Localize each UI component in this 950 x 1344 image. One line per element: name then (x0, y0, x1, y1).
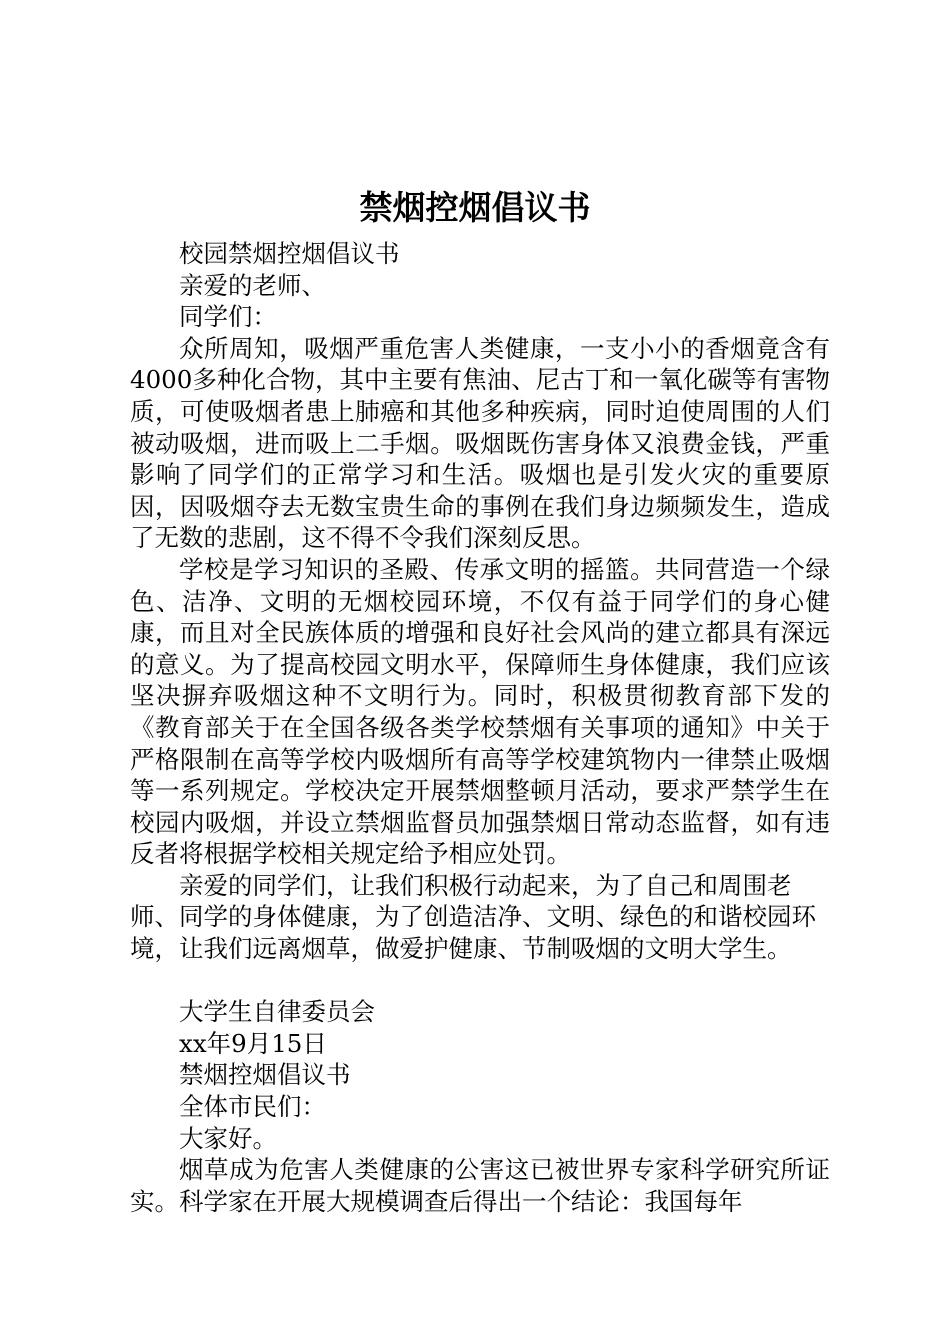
paragraph-2: 学校是学习知识的圣殿、传承文明的摇篮。共同营造一个绿色、洁净、文明的无烟校园环境，不仅有益于同学们的身心健康，而且对全民族体质的增强和良好社会风尚的建立都具有深远的意义。为了提高校园文明水平，保障师生身体健康，我们应该坚决摒弃吸烟这种不文明行为。同时，积极贯彻教育部下发的《教育部关于在全国各级各类学校禁烟有关事项的通知》中关于严格限制在高等学校内吸烟所有高等学校建筑物内一律禁止吸烟等一系列规定。学校决定开展禁烟整顿月活动，要求严禁学生在校园内吸烟，并设立禁烟监督员加强禁烟日常动态监督，如有违反者将根据学校相关规定给予相应处罚。 (130, 554, 830, 869)
date-line: xx年9月15日 (179, 1028, 327, 1058)
document-body (130, 238, 830, 1217)
salutation-line-1: 亲爱的老师、 (179, 270, 326, 300)
subtitle-line: 校园禁烟控烟倡议书 (179, 239, 400, 268)
paragraph-1: 众所周知，吸烟严重危害人类健康，一支小小的香烟竟含有4000多种化合物，其中主要有焦油、尼古丁和一氧化碳等有害物质，可使吸烟者患上肺癌和其他多种疾病，同时迫使周围的人们被动吸烟，进而吸上二手烟。吸烟既伤害身体又浪费金钱，严重影响了同学们的正常学习和生活。吸烟也是引发火灾的重要原因，因吸烟夺去无数宝贵生命的事例在我们身边频频发生，造成了无数的悲剧，这不得不令我们深刻反思。 (130, 333, 830, 553)
salutation-line-2: 同学们： (179, 302, 277, 332)
greeting-line-2: 大家好。 (179, 1123, 277, 1153)
document-title: 禁烟控烟倡议书 (359, 188, 591, 227)
greeting-line-1: 全体市民们： (179, 1092, 326, 1122)
paragraph-4: 烟草成为危害人类健康的公害这已被世界专家科学研究所证实。科学家在开展大规模调查后得出一个结论：我国每年 (130, 1155, 830, 1216)
blank-line (130, 965, 830, 997)
second-title-line: 禁烟控烟倡议书 (179, 1060, 351, 1090)
signature-line: 大学生自律委员会 (179, 997, 375, 1027)
paragraph-3: 亲爱的同学们，让我们积极行动起来，为了自己和周围老师、同学的身体健康，为了创造洁净、文明、绿色的和谐校园环境，让我们远离烟草，做爱护健康、节制吸烟的文明大学生。 (130, 870, 816, 964)
